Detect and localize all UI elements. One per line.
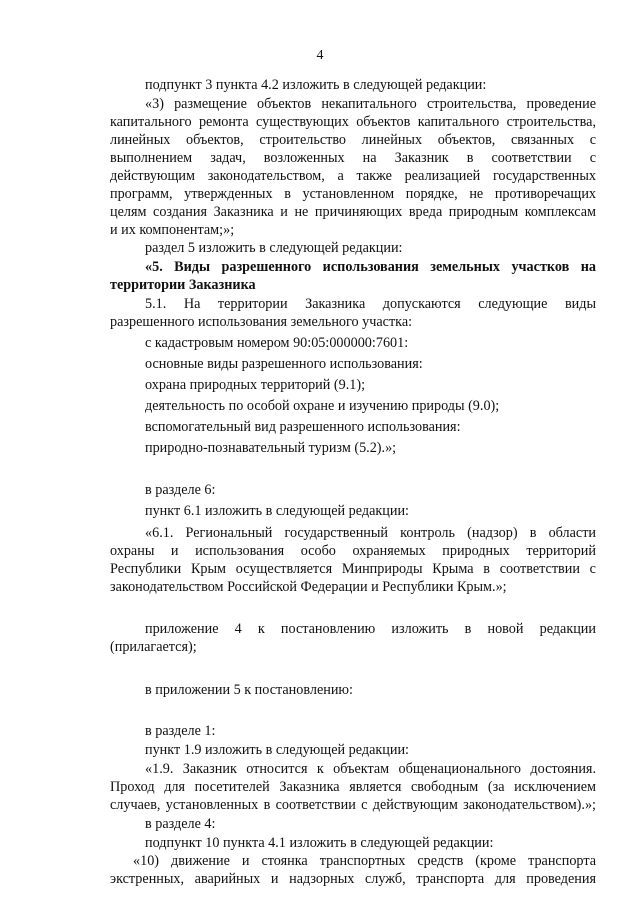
paragraph-line: капитального ремонта существующих объектов капитального строительства, [110,114,596,130]
paragraph-line: приложение 4 к постановлению изложить в новой редакции [145,621,596,637]
paragraph-line: (прилагается); [110,639,197,655]
paragraph-line: действующим законодательством, а также реализацией государственных [110,168,596,184]
paragraph-line: природно-познавательный туризм (5.2).»; [145,440,397,456]
paragraph-line: пункт 6.1 изложить в следующей редакции: [145,503,409,519]
paragraph-line: «3) размещение объектов некапитального строительства, проведение [145,96,596,112]
paragraph-line: подпункт 3 пункта 4.2 изложить в следующей редакции: [145,77,487,93]
paragraph-line: пункт 1.9 изложить в следующей редакции: [145,742,409,758]
paragraph-line: в разделе 1: [145,723,216,739]
paragraph-line: Республики Крым осуществляется Минприроды Крыма в соответствии с [110,561,596,577]
paragraph-line: законодательством Российской Федерации и Республики Крым.»; [110,579,507,595]
paragraph-line: «6.1. Региональный государственный контроль (надзор) в области [145,525,596,541]
paragraph-line: и их компонентам;»; [110,222,235,238]
paragraph-line: основные виды разрешенного использования: [145,356,423,372]
paragraph-line: целям создания Заказника и не причиняющих вреда природным комплексам [110,204,596,220]
paragraph-line: вспомогательный вид разрешенного использования: [145,419,461,435]
paragraph-line: охрана природных территорий (9.1); [145,377,366,393]
section-heading-line: «5. Виды разрешенного использования земельных участков на [145,259,596,275]
paragraph-line: 5.1. На территории Заказника допускаются следующие виды [145,296,596,312]
section-heading-line: территории Заказника [110,277,256,293]
paragraph-line: раздел 5 изложить в следующей редакции: [145,240,403,256]
page-number: 4 [316,48,324,63]
paragraph-line: деятельность по особой охране и изучению природы (9.0); [145,398,500,414]
paragraph-line: охраны и использования особо охраняемых природных территорий [110,543,596,559]
paragraph-line: «1.9. Заказник относится к объектам общенационального достояния. [145,761,596,777]
paragraph-line: Проход для посетителей Заказника является свободным (за исключением [110,779,596,795]
paragraph-line: с кадастровым номером 90:05:000000:7601: [145,335,409,351]
paragraph-line: линейных объектов, строительство линейных объектов, связанных с [110,132,596,148]
paragraph-line: разрешенного использования земельного участка: [110,314,413,330]
paragraph-line: «10) движение и стоянка транспортных средств (кроме транспорта [133,853,596,869]
paragraph-line: выполнением задач, возложенных на Заказник в соответствии с [110,150,596,166]
paragraph-line: случаев, установленных в соответствии с действующим законодательством).»; [110,797,596,813]
paragraph-line: подпункт 10 пункта 4.1 изложить в следующей редакции: [145,835,494,851]
paragraph-line: программ, утвержденных в установленном порядке, не противоречащих [110,186,596,202]
paragraph-line: в приложении 5 к постановлению: [145,682,353,698]
paragraph-line: в разделе 6: [145,482,216,498]
paragraph-line: экстренных, аварийных и надзорных служб, транспорта для проведения [110,871,596,887]
paragraph-line: в разделе 4: [145,816,216,832]
